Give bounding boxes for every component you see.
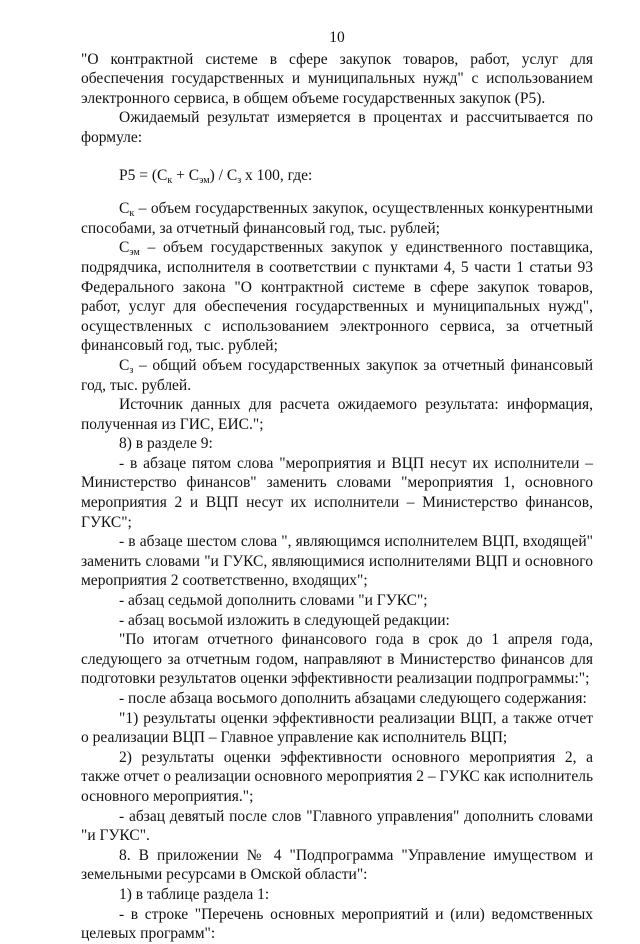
paragraph: 8. В приложении № 4 "Подпрограмма "Управление имуществом и земельными ресурсами в Омской области":	[81, 846, 593, 884]
paragraph: - абзац седьмой дополнить словами "и ГУКС";	[119, 592, 428, 610]
paragraph: - в абзаце пятом слова "мероприятия и ВЦП несут их исполнители – Министерство финансов" заменить словами "мероприятия 1, основного мероприятия 2 и ВЦП несут их исполнители – Министерство финансов, ГУКС";	[81, 454, 593, 531]
paragraph: $С_{эм}$ – объем государственных закупок у единственного поставщика, подрядчика, исполнителя в соответствии с пунктами 4, 5 части 1 статьи 93 Федерального закона "О контрактной системе в сфере закупок товаров, работ, услуг для обеспечения государственных и муниципальных нужд", осуществленных с использованием электронного сервиса, за отчетный финансовый год, тыс. рублей;	[81, 239, 593, 355]
paragraph: - после абзаца восьмого дополнить абзацами следующего содержания:	[119, 690, 587, 707]
document-page	[81, 28, 593, 944]
paragraph: - абзац восьмой изложить в следующей редакции:	[119, 611, 450, 629]
paragraph: 8) в разделе 9:	[119, 435, 213, 453]
document-body	[81, 50, 593, 944]
paragraph: - в строке "Перечень основных мероприятий и (или) ведомственных целевых программ":	[81, 905, 593, 943]
paragraph: Источник данных для расчета ожидаемого результата: информация, полученная из ГИС, ЕИС.";	[81, 396, 593, 433]
paragraph: - в абзаце шестом слова ", являющимся исполнителем ВЦП, входящей" заменить словами "и ГУКС, являющимися исполнителями ВЦП и основного мероприятия 2 соответственно, входящих";	[81, 533, 593, 590]
paragraph: Ожидаемый результат измеряется в процентах и рассчитывается по формуле:	[81, 109, 593, 146]
paragraph: 1) в таблице раздела 1:	[119, 885, 270, 903]
paragraph: 2) результаты оценки эффективности основного мероприятия 2, а также отчет о реализации основного мероприятия 2 – ГУКС как исполнитель основного мероприятия.";	[81, 748, 594, 805]
formula: $Р5 = (С_к + С_{эм}) / С_з$ х 100, где:	[119, 166, 313, 186]
paragraph: - абзац девятый после слов "Главного управления" дополнить словами "и ГУКС".	[81, 807, 593, 845]
paragraph: "По итогам отчетного финансового года в срок до 1 апреля года, следующего за отчетным годом, направляют в Министерство финансов для подготовки результатов оценки эффективности реализации подпрограммы:";	[81, 631, 593, 688]
page-number: 10	[329, 29, 345, 46]
paragraph: $С_з$ – общий объем государственных закупок за отчетный финансовый год, тыс. рублей.	[81, 356, 593, 394]
paragraph: "О контрактной системе в сфере закупок товаров, работ, услуг для обеспечения государственных и муниципальных нужд" с использованием электронного сервиса, в общем объеме государственных закупок (Р5).	[81, 50, 593, 107]
paragraph: $С_к$ – объем государственных закупок, осуществленных конкурентными способами, за отчетный финансовый год, тыс. рублей;	[81, 200, 593, 237]
paragraph: "1) результаты оценки эффективности реализации ВЦП, а также отчет о реализации ВЦП – Главное управление как исполнитель ВЦП;	[81, 709, 593, 747]
